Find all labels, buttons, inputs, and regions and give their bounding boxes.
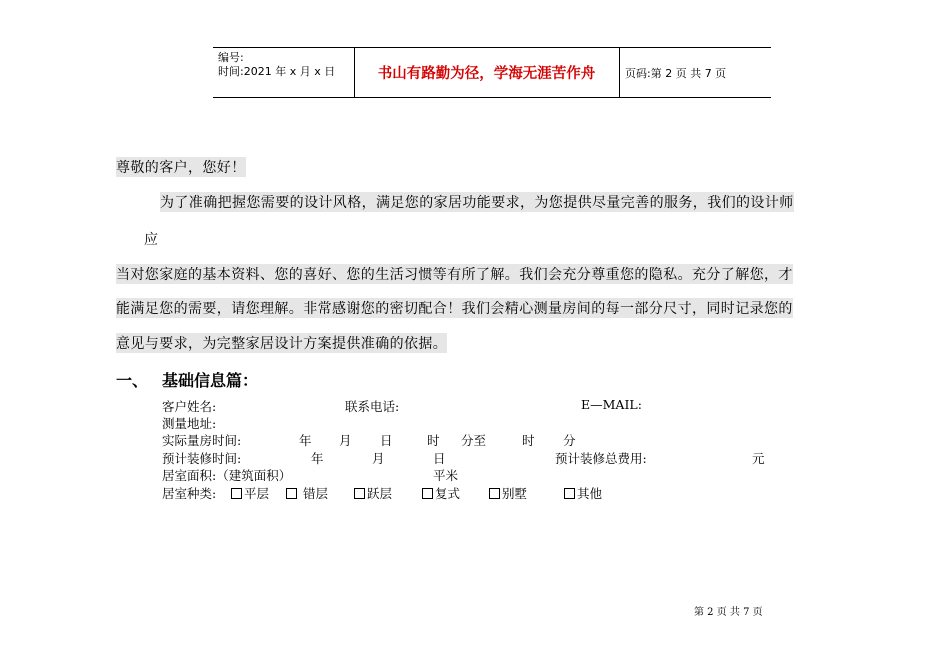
section-heading <box>116 368 258 391</box>
form-minute: 分 <box>563 433 576 448</box>
checkbox-box[interactable] <box>564 488 575 499</box>
checkbox-box[interactable] <box>489 488 500 499</box>
form-email: E—MAIL: <box>581 397 642 412</box>
header-motto: 书山有路勤为径，学海无涯苦作舟 <box>354 48 620 97</box>
header-left-cell <box>213 48 355 97</box>
checkbox-box[interactable] <box>286 488 297 499</box>
section-number: 一、 <box>116 371 149 390</box>
paragraph-line-3: 能满足您的需要，请您理解。非常感谢您的密切配合！我们会精心测量房间的每一部分尺寸，同时记录您的 <box>116 298 793 318</box>
paragraph-line-4: 意见与要求，为完整家居设计方案提供准确的依据。 <box>116 333 447 353</box>
form-year: 年 <box>299 433 312 448</box>
form-decor-time: 预计装修时间: <box>162 451 242 466</box>
checkbox-bieshu[interactable]: 别墅 <box>489 484 527 502</box>
header-table <box>213 47 771 98</box>
checkbox-yueceng[interactable]: 跃层 <box>354 484 392 502</box>
header-page-info: 页码:第 2 页 共 7 页 <box>625 66 727 80</box>
form-month: 月 <box>339 433 352 448</box>
paragraph-line-1b: 应 <box>144 232 159 248</box>
checkbox-pingceng[interactable]: 平层 <box>231 484 269 502</box>
form-area: 居室面积:（建筑面积） <box>162 468 292 483</box>
code-label: 编号: <box>218 51 244 64</box>
time-label: 时间:2021 年 x 月 x 日 <box>218 65 336 78</box>
form-yuan: 元 <box>752 451 765 466</box>
form-hour-2: 时 <box>522 433 535 448</box>
form-measure-time: 实际量房时间: <box>162 433 242 448</box>
form-day: 日 <box>380 433 393 448</box>
form-customer-name: 客户姓名: <box>162 399 217 414</box>
form-type-label: 居室种类: <box>162 486 217 501</box>
form-budget: 预计装修总费用: <box>555 451 647 466</box>
form-address: 测量地址: <box>162 416 217 431</box>
form-hour: 时 <box>427 433 440 448</box>
checkbox-box[interactable] <box>422 488 433 499</box>
form-decor-year: 年 <box>311 451 324 466</box>
footer-page-number: 第 2 页 共 7 页 <box>694 607 763 618</box>
greeting: 尊敬的客户，您好！ <box>116 157 246 177</box>
checkbox-qita[interactable]: 其他 <box>564 484 602 502</box>
checkbox-box[interactable] <box>354 488 365 499</box>
form-decor-day: 日 <box>433 451 446 466</box>
checkbox-cuoceng[interactable]: 错层 <box>286 484 328 502</box>
checkbox-box[interactable] <box>231 488 242 499</box>
form-phone: 联系电话: <box>345 399 400 414</box>
form-minute-to: 分至 <box>461 433 487 448</box>
paragraph-line-2: 当对您家庭的基本资料、您的喜好、您的生活习惯等有所了解。我们会充分尊重您的隐私。充分了解您，才 <box>116 264 793 284</box>
checkbox-fushi[interactable]: 复式 <box>422 484 460 502</box>
section-title: 基础信息篇： <box>162 371 259 390</box>
form-decor-month: 月 <box>372 451 385 466</box>
paragraph-line-1: 为了准确把握您需要的设计风格，满足您的家居功能要求，为您提供尽量完善的服务，我们的设计师 <box>160 192 794 212</box>
form-sqm: 平米 <box>433 468 459 483</box>
